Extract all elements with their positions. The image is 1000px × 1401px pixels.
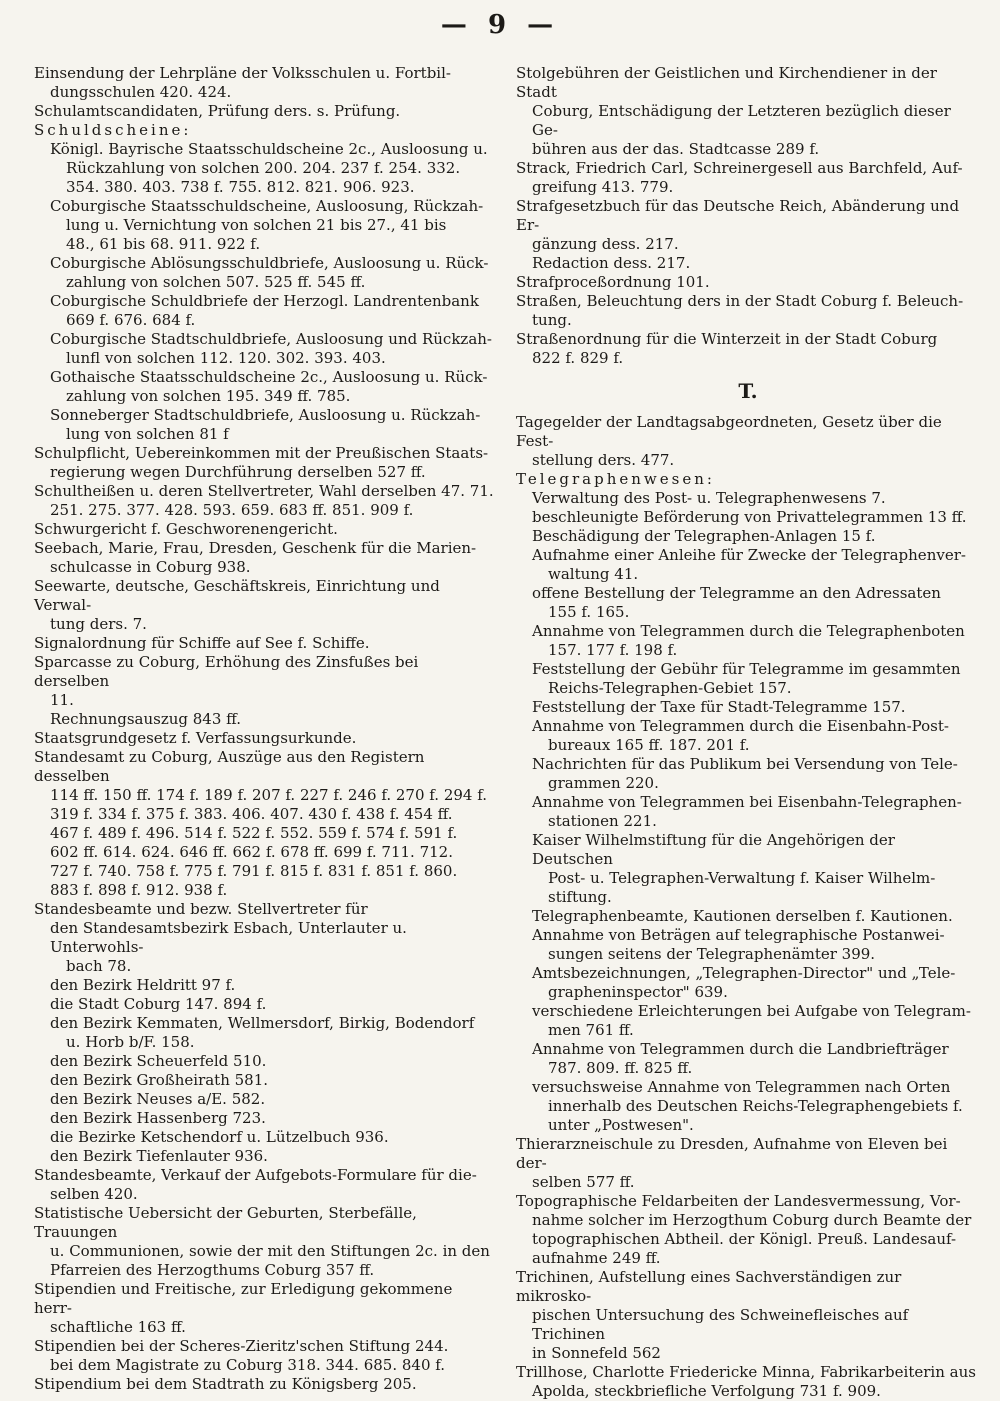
index-subentry: offene Bestellung der Telegramme an den Adressaten — [532, 584, 941, 602]
index-subentry-continuation: zahlung von solchen 195. 349 ff. 785. — [66, 387, 351, 405]
index-entry: Tagegelder der Landtagsabgeordneten, Gesetz über die Fest- — [516, 413, 942, 450]
index-subentry: Gothaische Staatsschuldscheine 2c., Ausloosung u. Rück- — [50, 368, 488, 386]
index-subentry-continuation: unter „Postwesen". — [548, 1116, 694, 1134]
index-subentry: Sonneberger Stadtschuldbriefe, Ausloosung u. Rückzah- — [50, 406, 481, 424]
index-subentry-continuation: 48., 61 bis 68. 911. 922 f. — [66, 235, 261, 253]
index-subentry: Annahme von Telegrammen durch die Landbriefträger — [532, 1040, 949, 1058]
index-subentry-continuation: 155 f. 165. — [548, 603, 630, 621]
index-subentry: Coburgische Ablösungsschuldbriefe, Ausloosung u. Rück- — [50, 254, 489, 272]
index-entry-continuation: tung. — [532, 311, 572, 329]
index-entry-continuation: tung ders. 7. — [50, 615, 147, 633]
left-column — [34, 64, 494, 1394]
index-entry-continuation: 251. 275. 377. 428. 593. 659. 683 ff. 851. 909 f. — [50, 501, 414, 519]
index-subentry: Redaction dess. 217. — [532, 254, 691, 272]
index-entry-continuation: bühren aus der das. Stadtcasse 289 f. — [532, 140, 820, 158]
index-subentry: Amtsbezeichnungen, „Telegraphen-Director" und „Tele- — [532, 964, 956, 982]
index-subentry: verschiedene Erleichterungen bei Aufgabe von Telegram- — [532, 1002, 971, 1020]
index-entry-continuation: 883 f. 898 f. 912. 938 f. — [50, 881, 228, 899]
index-subentry: Rechnungsauszug 843 ff. — [50, 710, 242, 728]
index-subentry-continuation: 157. 177 f. 198 f. — [548, 641, 678, 659]
index-subentry-continuation: 787. 809. ff. 825 ff. — [548, 1059, 693, 1077]
index-subentry: Annahme von Beträgen auf telegraphische Postanwei- — [532, 926, 945, 944]
index-entry-continuation: greifung 413. 779. — [532, 178, 674, 196]
index-subentry-continuation: grammen 220. — [548, 774, 659, 792]
index-entry: Trillhose, Charlotte Friedericke Minna, Fabrikarbeiterin aus — [516, 1363, 976, 1381]
index-entry-continuation: stellung ders. 477. — [532, 451, 675, 469]
index-subentry-continuation: u. Horb b/F. 158. — [66, 1033, 195, 1051]
index-subentry: Annahme von Telegrammen durch die Telegraphenboten — [532, 622, 965, 640]
index-entry: Thierarzneischule zu Dresden, Aufnahme von Eleven bei der- — [516, 1135, 948, 1172]
index-entry-continuation: regierung wegen Durchführung derselben 527 ff. — [50, 463, 426, 481]
index-subentry-continuation: stiftung. — [548, 888, 612, 906]
section-letter-heading: T. — [738, 379, 758, 403]
index-entry-continuation: dungsschulen 420. 424. — [50, 83, 232, 101]
index-entry: Schwurgericht f. Geschworenengericht. — [34, 520, 338, 538]
index-subentry: den Bezirk Scheuerfeld 510. — [50, 1052, 267, 1070]
index-subentry: Annahme von Telegrammen durch die Eisenbahn-Post- — [532, 717, 949, 735]
index-entry: Seewarte, deutsche, Geschäftskreis, Einrichtung und Verwal- — [34, 577, 440, 614]
right-column — [516, 64, 980, 1401]
index-subentry: Beschädigung der Telegraphen-Anlagen 15 f. — [532, 527, 876, 545]
index-subentry: den Bezirk Großheirath 581. — [50, 1071, 269, 1089]
index-subentry-continuation: lung u. Vernichtung von solchen 21 bis 27., 41 bis — [66, 216, 447, 234]
index-subentry: Coburgische Stadtschuldbriefe, Ausloosung und Rückzah- — [50, 330, 493, 348]
index-subentry: Verwaltung des Post- u. Telegraphenwesens 7. — [532, 489, 886, 507]
index-entry: Signalordnung für Schiffe auf See f. Schiffe. — [34, 634, 370, 652]
index-entry: Stipendien und Freitische, zur Erledigung gekommene herr- — [34, 1280, 453, 1317]
index-subentry: beschleunigte Beförderung von Privattelegrammen 13 ff. — [532, 508, 967, 526]
index-subentry-continuation: 669 f. 676. 684 f. — [66, 311, 196, 329]
index-entry-continuation: 319 f. 334 f. 375 f. 383. 406. 407. 430 f. 438 f. 454 ff. — [50, 805, 453, 823]
index-subentry-continuation: lunfl von solchen 112. 120. 302. 393. 403. — [66, 349, 386, 367]
index-entry-continuation: 727 f. 740. 758 f. 775 f. 791 f. 815 f. 831 f. 851 f. 860. — [50, 862, 458, 880]
index-subentry: Annahme von Telegrammen bei Eisenbahn-Telegraphen- — [532, 793, 962, 811]
index-subentry: den Bezirk Tiefenlauter 936. — [50, 1147, 268, 1165]
index-entry-continuation: in Sonnefeld 562 — [532, 1344, 661, 1362]
index-entry: Strafgesetzbuch für das Deutsche Reich, Abänderung und Er- — [516, 197, 960, 234]
index-entry-continuation: Apolda, steckbriefliche Verfolgung 731 f. 909. — [532, 1382, 881, 1400]
index-entry-continuation: 11. — [50, 691, 74, 709]
index-subentry-continuation: 354. 380. 403. 738 f. 755. 812. 821. 906. 923. — [66, 178, 415, 196]
index-subentry: bei dem Magistrate zu Coburg 318. 344. 685. 840 f. — [50, 1356, 446, 1374]
index-entry: Statistische Uebersicht der Geburten, Sterbefälle, Trauungen — [34, 1204, 417, 1241]
index-entry: Einsendung der Lehrpläne der Volksschulen u. Fortbil- — [34, 64, 451, 82]
index-entry-continuation: selben 420. — [50, 1185, 138, 1203]
index-entry-continuation: nahme solcher im Herzogthum Coburg durch Beamte der — [532, 1211, 972, 1229]
index-subentry-continuation: stationen 221. — [548, 812, 657, 830]
index-subentry: Telegraphenbeamte, Kautionen derselben f. Kautionen. — [532, 907, 953, 925]
index-entry: Schulpflicht, Uebereinkommen mit der Preußischen Staats- — [34, 444, 489, 462]
index-entry-continuation: 602 ff. 614. 624. 646 ff. 662 f. 678 ff. 699 f. 711. 712. — [50, 843, 453, 861]
index-subentry: die Stadt Coburg 147. 894 f. — [50, 995, 267, 1013]
index-entry: Strack, Friedrich Carl, Schreinergesell aus Barchfeld, Auf- — [516, 159, 963, 177]
index-subentry: Königl. Bayrische Staatsschuldscheine 2c., Ausloosung u. — [50, 140, 488, 158]
index-subentry-continuation: men 761 ff. — [548, 1021, 634, 1039]
index-subentry: den Bezirk Heldritt 97 f. — [50, 976, 236, 994]
index-entry: Seebach, Marie, Frau, Dresden, Geschenk für die Marien- — [34, 539, 477, 557]
index-entry: Staatsgrundgesetz f. Verfassungsurkunde. — [34, 729, 357, 747]
index-subentry: den Standesamtsbezirk Esbach, Unterlauter u. Unterwohls- — [50, 919, 407, 956]
index-entry: Topographische Feldarbeiten der Landesvermessung, Vor- — [516, 1192, 961, 1210]
index-entry-continuation: pischen Untersuchung des Schweinefleisches auf Trichinen — [532, 1306, 909, 1343]
index-subentry: Feststellung der Gebühr für Telegramme im gesammten — [532, 660, 961, 678]
index-group-heading: Telegraphenwesen: — [516, 470, 715, 488]
index-entry-continuation: 467 f. 489 f. 496. 514 f. 522 f. 552. 559 f. 574 f. 591 f. — [50, 824, 458, 842]
index-entry-continuation: gänzung dess. 217. — [532, 235, 679, 253]
index-entry-continuation: Pfarreien des Herzogthums Coburg 357 ff. — [50, 1261, 375, 1279]
index-subentry-continuation: Post- u. Telegraphen-Verwaltung f. Kaiser Wilhelm- — [548, 869, 936, 887]
index-subentry-continuation: waltung 41. — [548, 565, 639, 583]
index-entry: Standesbeamte, Verkauf der Aufgebots-Formulare für die- — [34, 1166, 477, 1184]
index-subentry: Nachrichten für das Publikum bei Versendung von Tele- — [532, 755, 958, 773]
index-subentry: den Bezirk Neuses a/E. 582. — [50, 1090, 266, 1108]
index-entry: Stipendium bei dem Stadtrath zu Königsberg 205. — [34, 1375, 417, 1393]
index-entry: Sparcasse zu Coburg, Erhöhung des Zinsfußes bei derselben — [34, 653, 419, 690]
index-subentry: die Bezirke Ketschendorf u. Lützelbuch 936. — [50, 1128, 389, 1146]
index-entry-continuation: topographischen Abtheil. der Königl. Preuß. Landesauf- — [532, 1230, 957, 1248]
index-subentry: Coburgische Staatsschuldscheine, Ausloosung, Rückzah- — [50, 197, 484, 215]
index-subentry: Feststellung der Taxe für Stadt-Telegramme 157. — [532, 698, 906, 716]
index-entry-continuation: Coburg, Entschädigung der Letzteren bezüglich dieser Ge- — [532, 102, 951, 139]
index-entry: Standesamt zu Coburg, Auszüge aus den Registern desselben — [34, 748, 425, 785]
index-group-heading: Schuldscheine: — [34, 121, 192, 139]
index-subentry: Coburgische Schuldbriefe der Herzogl. Landrentenbank — [50, 292, 479, 310]
index-subentry: den Bezirk Hassenberg 723. — [50, 1109, 266, 1127]
index-subentry-continuation: Rückzahlung von solchen 200. 204. 237 f. 254. 332. — [66, 159, 461, 177]
index-subentry-continuation: zahlung von solchen 507. 525 ff. 545 ff. — [66, 273, 366, 291]
index-entry-continuation: selben 577 ff. — [532, 1173, 635, 1191]
index-entry-continuation: 822 f. 829 f. — [532, 349, 624, 367]
index-subentry-continuation: bach 78. — [66, 957, 132, 975]
index-entry: Stolgebühren der Geistlichen und Kirchendiener in der Stadt — [516, 64, 937, 101]
index-entry: Trichinen, Aufstellung eines Sachverständigen zur mikrosko- — [516, 1268, 902, 1305]
index-entry: Schulamtscandidaten, Prüfung ders. s. Prüfung. — [34, 102, 401, 120]
index-entry-continuation: aufnahme 249 ff. — [532, 1249, 661, 1267]
index-subentry-continuation: Reichs-Telegraphen-Gebiet 157. — [548, 679, 792, 697]
index-subentry: Kaiser Wilhelmstiftung für die Angehörigen der Deutschen — [532, 831, 895, 868]
index-subentry-continuation: innerhalb des Deutschen Reichs-Telegraphengebiets f. — [548, 1097, 963, 1115]
index-subentry: versuchsweise Annahme von Telegrammen nach Orten — [532, 1078, 951, 1096]
index-entry: Strafproceßordnung 101. — [516, 273, 710, 291]
index-entry: Standesbeamte und bezw. Stellvertreter für — [34, 900, 368, 918]
index-entry: Stipendien bei der Scheres-Zieritz'schen Stiftung 244. — [34, 1337, 449, 1355]
index-subentry-continuation: lung von solchen 81 f — [66, 425, 229, 443]
index-entry-continuation: 114 ff. 150 ff. 174 f. 189 f. 207 f. 227 f. 246 f. 270 f. 294 f. — [50, 786, 488, 804]
index-entry-continuation: u. Communionen, sowie der mit den Stiftungen 2c. in den — [50, 1242, 490, 1260]
page-number: — 9 — — [440, 10, 560, 40]
index-subentry: den Bezirk Kemmaten, Wellmersdorf, Birkig, Bodendorf — [50, 1014, 475, 1032]
index-subentry-continuation: grapheninspector" 639. — [548, 983, 728, 1001]
index-subentry-continuation: sungen seitens der Telegraphenämter 399. — [548, 945, 876, 963]
index-subentry: Aufnahme einer Anleihe für Zwecke der Telegraphenver- — [532, 546, 966, 564]
index-entry: Straßen, Beleuchtung ders in der Stadt Coburg f. Beleuch- — [516, 292, 964, 310]
index-entry-continuation: schaftliche 163 ff. — [50, 1318, 186, 1336]
index-entry: Straßenordnung für die Winterzeit in der Stadt Coburg — [516, 330, 938, 348]
index-subentry-continuation: bureaux 165 ff. 187. 201 f. — [548, 736, 750, 754]
index-entry-continuation: schulcasse in Coburg 938. — [50, 558, 251, 576]
index-entry: Schultheißen u. deren Stellvertreter, Wahl derselben 47. 71. — [34, 482, 494, 500]
